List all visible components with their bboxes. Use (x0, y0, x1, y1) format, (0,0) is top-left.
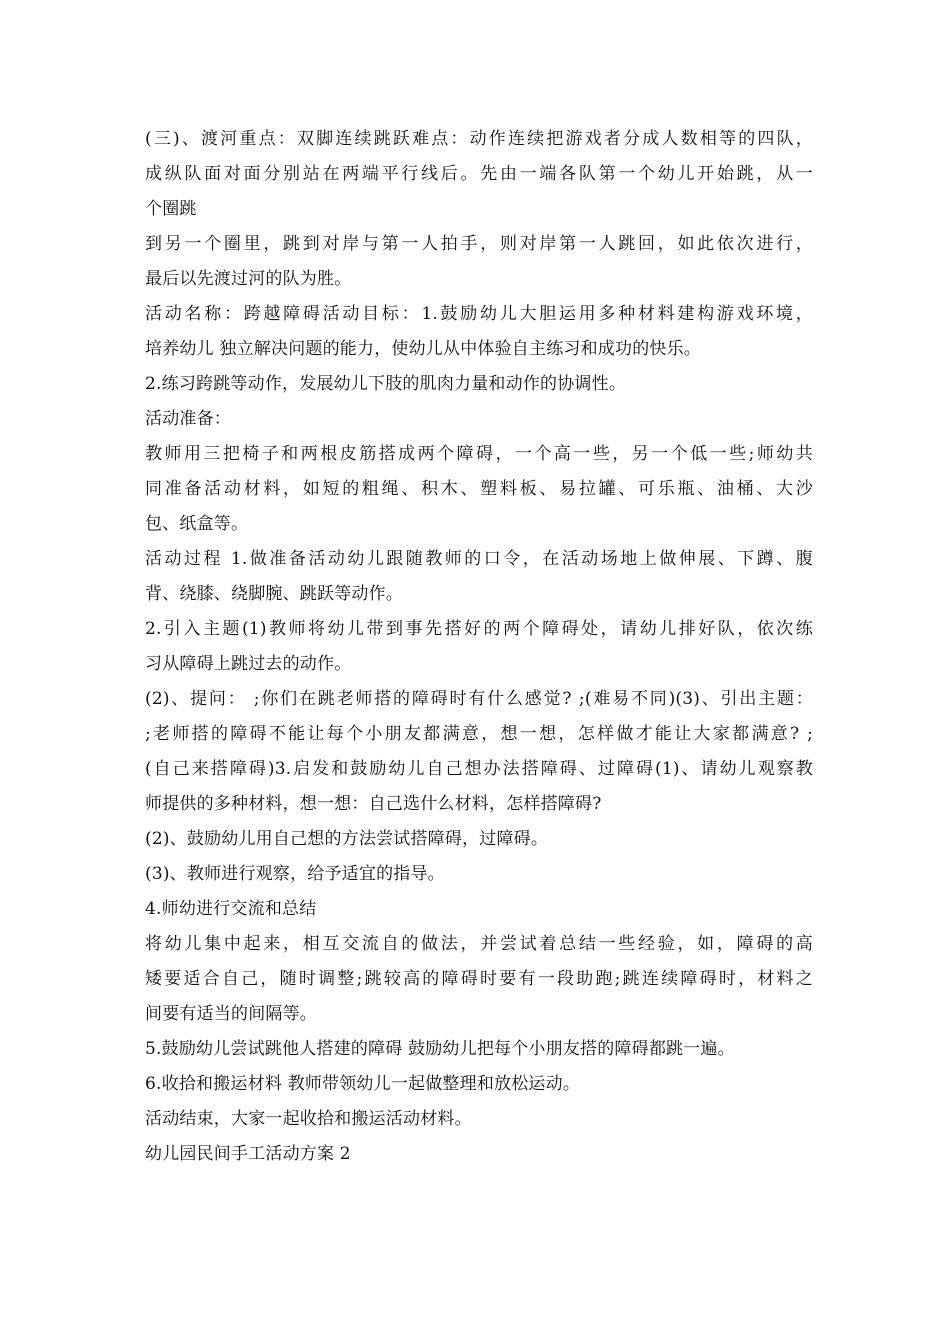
text-line: 2.练习跨跳等动作，发展幼儿下肢的肌肉力量和动作的协调性。 (145, 374, 627, 394)
text-line: (3)、教师进行观察，给予适宜的指导。 (145, 864, 445, 884)
text-line: 将幼儿集中起来，相互交流自的做法，并尝试着总结一些经验，如，障碍的高 (145, 934, 813, 954)
text-line: 5.鼓励幼儿尝试跳他人搭建的障碍 鼓励幼儿把每个小朋友搭的障碍都跳一遍。 (145, 1039, 735, 1059)
text-line: 间要有适当的间隔等。 (145, 1004, 317, 1024)
text-line: ;老师搭的障碍不能让每个小朋友都满意，想一想，怎样做才能让大家都满意? ; (145, 724, 813, 744)
text-line: 2.引入主题(1)教师将幼儿带到事先搭好的两个障碍处，请幼儿排好队，依次练 (145, 619, 813, 639)
text-line: 师提供的多种材料，想一想：自己选什么材料，怎样搭障碍? (145, 794, 602, 814)
text-line: 个圈跳 (145, 199, 197, 219)
text-line: 习从障碍上跳过去的动作。 (145, 654, 352, 674)
text-line: 活动名称：跨越障碍活动目标：1.鼓励幼儿大胆运用多种材料建构游戏环境， (145, 304, 813, 324)
text-line: (2)、鼓励幼儿用自己想的方法尝试搭障碍，过障碍。 (145, 829, 549, 849)
text-line: (自己来搭障碍)3.启发和鼓励幼儿自己想办法搭障碍、过障碍(1)、请幼儿观察教 (145, 759, 813, 779)
text-line: 培养幼儿 独立解决问题的能力，使幼儿从中体验自主练习和成功的快乐。 (145, 339, 702, 359)
text-line: 成纵队面对面分别站在两端平行线后。先由一端各队第一个幼儿开始跳，从一 (145, 164, 813, 184)
text-line: 4.师幼进行交流和总结 (145, 899, 317, 919)
document-body (145, 122, 813, 1172)
text-line: 教师用三把椅子和两根皮筋搭成两个障碍，一个高一些，另一个低一些;师幼共 (145, 444, 813, 464)
text-line: 同准备活动材料，如短的粗绳、积木、塑料板、易拉罐、可乐瓶、油桶、大沙 (145, 479, 813, 499)
section-title: 幼儿园民间手工活动方案 2 (145, 1144, 351, 1164)
section-heading: 活动准备： (145, 409, 231, 429)
text-line: 包、纸盒等。 (145, 514, 249, 534)
text-line: 矮要适合自己，随时调整;跳较高的障碍时要有一段助跑;跳连续障碍时，材料之 (145, 969, 813, 989)
text-line: 活动结束，大家一起收拾和搬运活动材料。 (145, 1109, 472, 1129)
text-line: 到另一个圈里，跳到对岸与第一人拍手，则对岸第一人跳回，如此依次进行， (145, 234, 813, 254)
text-line: 背、绕膝、绕脚腕、跳跃等动作。 (145, 584, 403, 604)
text-line: (2)、提问： ;你们在跳老师搭的障碍时有什么感觉? ;(难易不同)(3)、引出主题： (145, 689, 813, 709)
text-line: (三)、渡河重点：双脚连续跳跃难点：动作连续把游戏者分成人数相等的四队， (145, 129, 813, 149)
text-line: 活动过程 1.做准备活动幼儿跟随教师的口令，在活动场地上做伸展、下蹲、腹 (145, 549, 813, 569)
text-line: 6.收拾和搬运材料 教师带领幼儿一起做整理和放松运动。 (145, 1074, 581, 1094)
text-line: 最后以先渡过河的队为胜。 (145, 269, 352, 289)
